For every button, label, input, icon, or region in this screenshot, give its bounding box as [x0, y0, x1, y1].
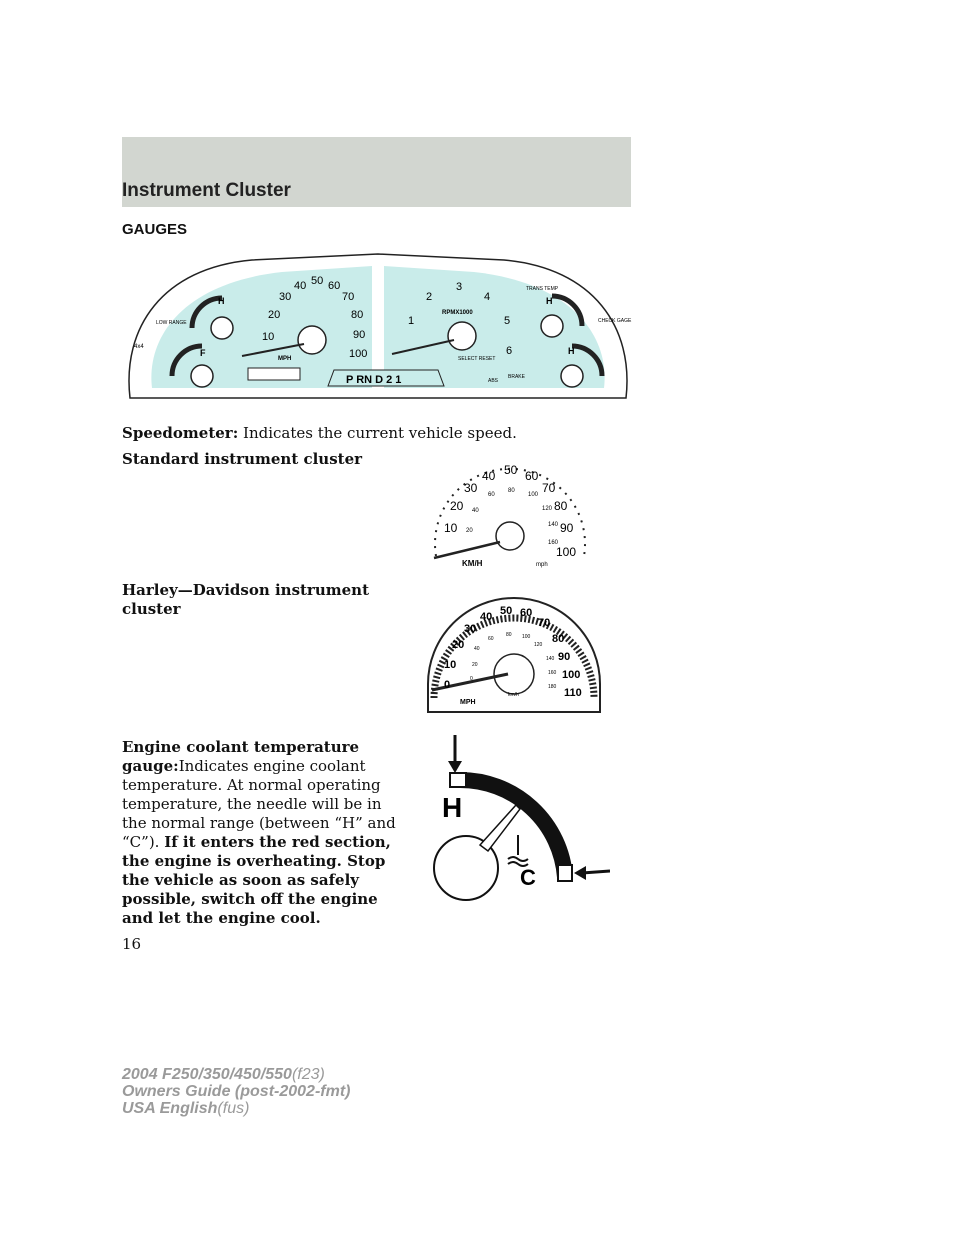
cluster-abs: ABS [488, 378, 499, 384]
cluster-select-reset: SELECT RESET [458, 356, 496, 362]
harley-label-line2: cluster [122, 600, 181, 618]
harley-mph-100: 100 [562, 669, 581, 681]
harley-mph-0: 0 [444, 679, 451, 691]
coolant-line6 [122, 833, 391, 852]
standard-kmh-40: 40 [472, 508, 479, 514]
coolant-desc-line3: temperature. At normal operating [122, 776, 381, 794]
harley-kmh-180: 180 [548, 684, 557, 690]
coolant-temperature-icon [508, 835, 528, 866]
harley-kmh-40: 40 [474, 646, 480, 652]
standard-kmh-80: 80 [508, 488, 515, 494]
harley-kmh-80: 80 [506, 632, 512, 638]
standard-mph-100: 100 [556, 545, 577, 559]
section-heading: GAUGES [122, 221, 188, 238]
cluster-speed-90: 90 [353, 329, 366, 341]
standard-mph-70: 70 [542, 481, 556, 495]
coolant-desc-line6a: “C”). [122, 833, 160, 851]
coolant-warn-line6: If it enters the red section, [164, 833, 391, 851]
standard-mph-20: 20 [450, 499, 464, 513]
harley-mph-30: 30 [464, 623, 477, 635]
standard-mph-90: 90 [560, 521, 574, 535]
footer-line3 [122, 1100, 350, 1117]
coolant-h-label: H [442, 792, 463, 823]
standard-kmh-20: 20 [466, 528, 473, 534]
harley-unit-small: km/h [508, 692, 519, 698]
cold-arrow-icon [582, 871, 610, 873]
cluster-trans-h: H [546, 296, 553, 306]
cluster-speed-50: 50 [311, 275, 324, 287]
odometer-display [248, 368, 300, 380]
cluster-speed-80: 80 [351, 309, 364, 321]
standard-kmh-120: 120 [542, 506, 553, 512]
cluster-check-gage: CHECK GAGE [598, 318, 632, 324]
harley-kmh-0: 0 [470, 676, 473, 682]
cluster-low-range: LOW RANGE [156, 320, 187, 326]
cluster-rpm-5: 5 [504, 315, 511, 327]
harley-kmh-60: 60 [488, 636, 494, 642]
harley-kmh-20: 20 [472, 662, 478, 668]
standard-mph-10: 10 [444, 521, 458, 535]
harley-mph-70: 70 [538, 617, 551, 629]
footer-model: 2004 F250/350/450/550 [122, 1066, 292, 1083]
footer-model-code: (f23) [291, 1066, 325, 1083]
coolant-needle [480, 805, 520, 851]
cluster-gear-indicator: P RN D 2 1 [346, 374, 402, 386]
standard-mph-60: 60 [525, 469, 539, 483]
cluster-rpm-2: 2 [426, 291, 433, 303]
cluster-speed-30: 30 [279, 291, 292, 303]
cluster-speed-100: 100 [349, 348, 368, 360]
cluster-rpm-3: 3 [456, 281, 463, 293]
standard-kmh-140: 140 [548, 522, 559, 528]
coolant-warn-line8: the vehicle as soon as safely [122, 871, 359, 889]
footer-language: USA English [122, 1100, 218, 1117]
harley-mph-60: 60 [520, 607, 533, 619]
cluster-brake: BRAKE [508, 374, 525, 380]
standard-kmh-100: 100 [528, 492, 539, 498]
coolant-desc-line2: Indicates engine coolant [178, 757, 366, 775]
speedometer-description: Indicates the current vehicle speed. [243, 424, 517, 442]
page-number: 16 [122, 935, 142, 953]
coolant-term-line2: gauge: [122, 757, 179, 775]
harley-mph-20: 20 [452, 639, 465, 651]
coolant-warn-line10: and let the engine cool. [122, 909, 321, 927]
cluster-speed-40: 40 [294, 280, 307, 292]
page-title: Instrument Cluster [122, 180, 291, 201]
coolant-desc-line4: temperature, the needle will be in [122, 795, 382, 813]
harley-speedometer-illustration [424, 588, 604, 716]
footer-guide: Owners Guide (post-2002-fmt) [122, 1083, 351, 1100]
coolant-warn-line9: possible, switch off the engine [122, 890, 378, 908]
harley-label-line1: Harley—Davidson instrument [122, 581, 369, 599]
coolant-desc-line5: the normal range (between “H” and [122, 814, 396, 832]
coolant-line2 [122, 757, 366, 776]
cluster-speed-70: 70 [342, 291, 355, 303]
standard-mph-40: 40 [482, 469, 496, 483]
standard-speedometer-illustration [424, 436, 594, 572]
cluster-rpm-label: RPMX1000 [442, 310, 473, 316]
harley-kmh-100: 100 [522, 634, 531, 640]
coolant-c-label: C [520, 865, 536, 890]
cluster-speed-10: 10 [262, 331, 275, 343]
harley-kmh-140: 140 [546, 656, 555, 662]
cluster-speed-20: 20 [268, 309, 281, 321]
cluster-trans-temp: TRANS TEMP [526, 286, 559, 292]
speedometer-term: Speedometer: [122, 424, 239, 442]
standard-mph-50: 50 [504, 463, 518, 477]
coolant-warn-line7: the engine is overheating. Stop [122, 852, 386, 870]
cluster-fuel-f: F [200, 348, 206, 358]
harley-mph-90: 90 [558, 651, 571, 663]
harley-mph-80: 80 [552, 633, 565, 645]
standard-unit-main: KM/H [462, 559, 483, 568]
cluster-coolant-h: H [568, 346, 575, 356]
harley-unit-main: MPH [460, 699, 476, 706]
instrument-cluster-illustration [122, 248, 634, 408]
cluster-rpm-6: 6 [506, 345, 513, 357]
harley-mph-40: 40 [480, 611, 493, 623]
cluster-rpm-4: 4 [484, 291, 491, 303]
footer-line1 [122, 1066, 350, 1083]
standard-unit-small: mph [536, 562, 548, 568]
cluster-speed-60: 60 [328, 280, 341, 292]
coolant-gauge-illustration [420, 735, 610, 915]
cluster-left-h: H [218, 296, 225, 306]
standard-mph-80: 80 [554, 499, 568, 513]
standard-mph-30: 30 [464, 481, 478, 495]
footer-language-code: (fus) [217, 1100, 250, 1117]
cluster-speed-unit: MPH [278, 356, 292, 362]
cluster-4x4: 4x4 [134, 344, 144, 350]
standard-cluster-label: Standard instrument cluster [122, 450, 363, 468]
harley-mph-110: 110 [564, 687, 582, 699]
harley-mph-10: 10 [444, 659, 457, 671]
harley-mph-50: 50 [500, 605, 513, 617]
standard-kmh-160: 160 [548, 540, 559, 546]
coolant-term-line1: Engine coolant temperature [122, 738, 360, 756]
standard-kmh-60: 60 [488, 492, 495, 498]
harley-kmh-120: 120 [534, 642, 543, 648]
page-footer [122, 1066, 350, 1117]
harley-kmh-160: 160 [548, 670, 557, 676]
cluster-rpm-1: 1 [408, 315, 415, 327]
